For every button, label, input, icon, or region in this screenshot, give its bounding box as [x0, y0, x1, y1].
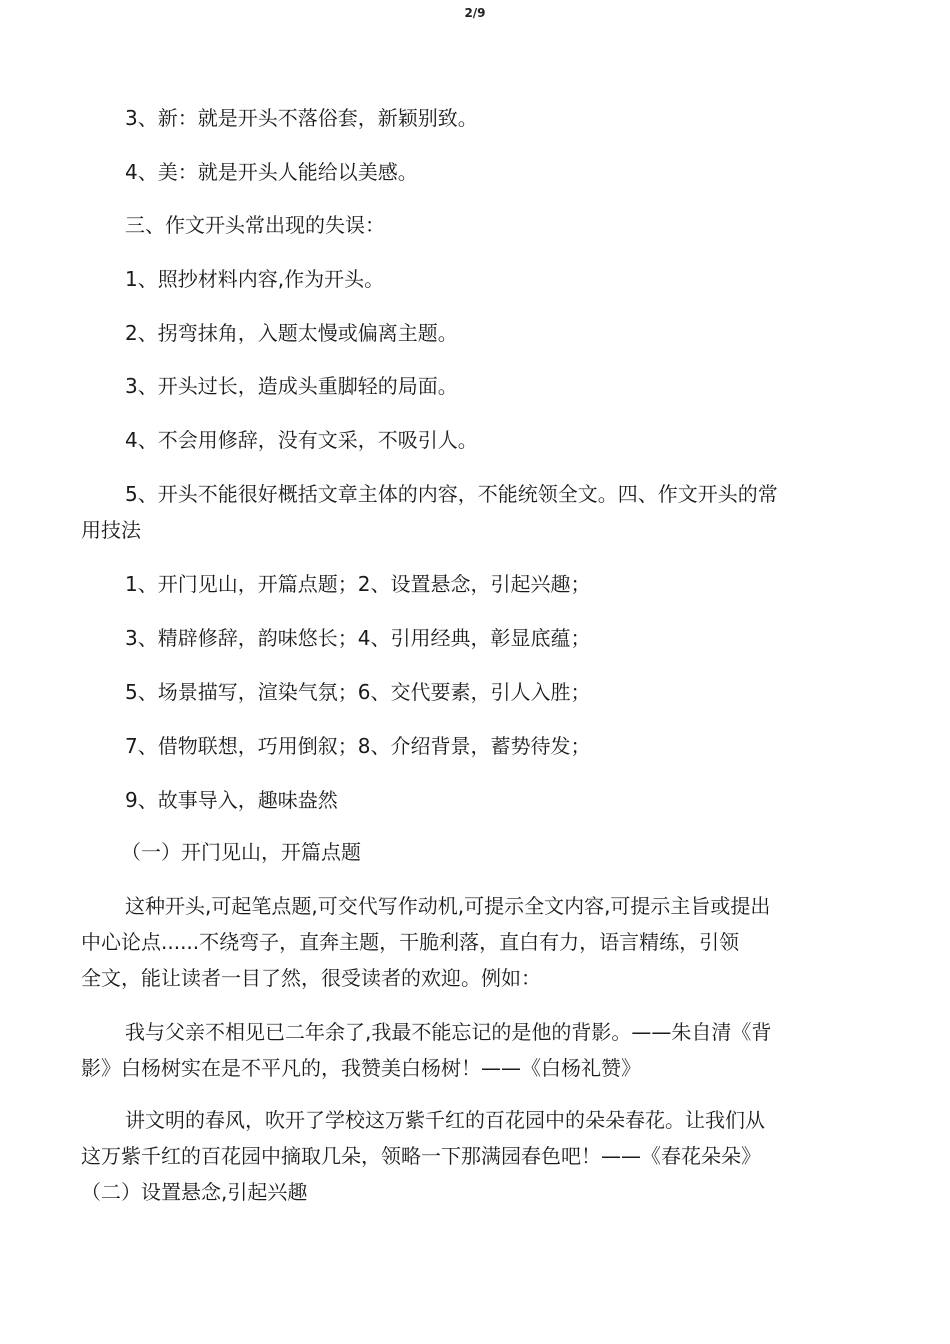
- text-line: 2、拐弯抹角，入题太慢或偏离主题。: [125, 321, 458, 345]
- text-line: 全文，能让读者一目了然，很受读者的欢迎。例如：: [81, 966, 541, 990]
- subsection-heading: （一）开门见山，开篇点题: [121, 840, 361, 864]
- text-line: 4、不会用修辞，没有文采，不吸引人。: [125, 428, 478, 452]
- text-line: 这种开头,可起笔点题,可交代写作动机,可提示全文内容,可提示主旨或提出: [125, 894, 771, 918]
- section-heading: 三、作文开头常出现的失误：: [125, 213, 385, 237]
- text-line: 影》白杨树实在是不平凡的，我赞美白杨树！——《白杨礼赞》: [81, 1056, 641, 1080]
- text-line: 7、借物联想，巧用倒叙；8、介绍背景，蓄势待发；: [125, 734, 591, 758]
- text-line: 讲文明的春风，吹开了学校这万紫千红的百花园中的朵朵春花。让我们从: [125, 1108, 765, 1132]
- text-line: 5、开头不能很好概括文章主体的内容，不能统领全文。四、作文开头的常: [125, 482, 778, 506]
- text-line: 中心论点......不绕弯子，直奔主题，干脆利落，直白有力，语言精练，引领: [81, 930, 740, 954]
- text-line: 3、新：就是开头不落俗套，新颖别致。: [125, 106, 478, 130]
- text-line: 3、精辟修辞，韵味悠长；4、引用经典，彰显底蕴；: [125, 626, 591, 650]
- text-line: 4、美：就是开头人能给以美感。: [125, 160, 418, 184]
- text-line: 这万紫千红的百花园中摘取几朵，领略一下那满园春色吧！——《春花朵朵》: [81, 1144, 761, 1168]
- text-line: 我与父亲不相见已二年余了,我最不能忘记的是他的背影。——朱自清《背: [125, 1020, 772, 1044]
- text-line: 1、开门见山，开篇点题；2、设置悬念，引起兴趣；: [125, 572, 591, 596]
- text-line: 5、场景描写，渲染气氛；6、交代要素，引人入胜；: [125, 680, 591, 704]
- text-line: 1、照抄材料内容,作为开头。: [125, 267, 385, 291]
- subsection-heading: （二）设置悬念,引起兴趣: [81, 1180, 308, 1204]
- text-line: 3、开头过长，造成头重脚轻的局面。: [125, 374, 458, 398]
- page-number: 2/9: [464, 6, 486, 20]
- text-line: 用技法: [81, 518, 141, 542]
- text-line: 9、故事导入，趣味盎然: [125, 788, 338, 812]
